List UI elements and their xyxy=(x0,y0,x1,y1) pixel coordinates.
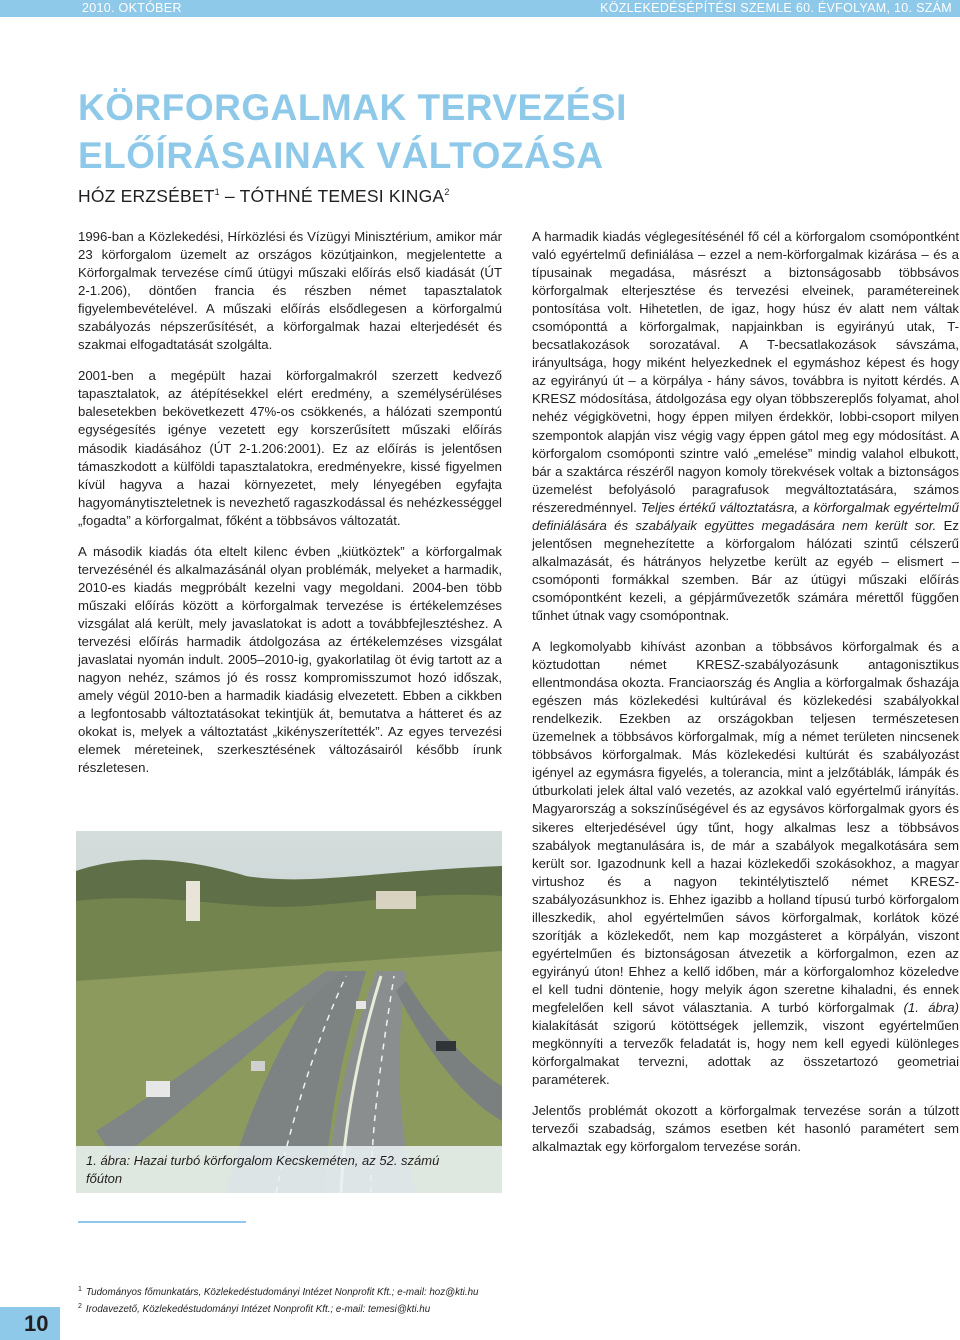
footnote-divider xyxy=(78,1221,246,1223)
header-bar xyxy=(0,0,960,17)
footnote-1 xyxy=(78,1283,478,1300)
right-column xyxy=(532,228,959,1169)
page-number: 10 xyxy=(24,1311,49,1336)
figure-photo xyxy=(76,831,502,1193)
turbo-roundabout-photo xyxy=(76,831,502,1193)
left-column xyxy=(78,228,502,790)
footnote-mark: 2 xyxy=(78,1302,82,1310)
figure-caption xyxy=(76,1146,502,1193)
emphasized-text: Teljes értékű változtatásra, a körforgalmak egyértelmű definiálására és szabályaik együttes megadására nem került sor. xyxy=(532,499,959,533)
title-line-2: ELŐÍRÁSAINAK VÁLTOZÁSA xyxy=(78,135,604,176)
footnote-2 xyxy=(78,1300,478,1317)
paragraph-text: A harmadik kiadás véglegesítésénél fő cél a körforgalom csomópontként való egyértelmű definiálása – ezzel a nem-körforgalmak kizárása – és a típusainak megadása, másrészt a biztonságosabb többsávos körforgalmak elterjesztése és tervezési elveinek, paramétereinek pontosítása volt. Hihetetlen, de igaz, hogy húsz év alatt nem váltak csomóponttá a körforgalmak, napjainkban is egyirányú utak, T-becsatlakozások sorozatával. A T-becsatlakozások sávszáma, irányultsága, hogy miként helyezkednek el egymáshoz képest és hogy az egyirányú út – a körpálya - hány sávos, továbbra is nyitott kérdés. A KRESZ módosítása, átdolgozása egy olyan többszereplős folyamat, ahol nehéz végigkövetni, hogy éppen milyen érdekkör, lobbi-csoport milyen szempontok alapján visz végig vagy éppen gátol meg egy módosítást. A körforgalom csomóponti szintre való „emelése” mindig valahol elbukott, bár a szaktárca részéről nagyon komoly törekvések voltak a biztonságos üzemelést befolyásoló paragrafusok megváltoztatására, számos részeredménnyel. xyxy=(532,229,959,515)
caption-line-1: 1. ábra: Hazai turbó körforgalom Kecskeméten, az 52. számú xyxy=(86,1153,440,1168)
article-title xyxy=(78,84,627,180)
footnote-mark: 1 xyxy=(78,1286,82,1293)
journal-name: KÖZLEKEDÉSÉPÍTÉSI SZEMLE 60. ÉVFOLYAM, 10. SZÁM xyxy=(600,1,952,15)
paragraph: Jelentős problémát okozott a körforgalmak tervezése során a túlzott tervezői szabadság, számos esetben két hasonló paramétert sem alkalmaztak egy körforgalom tervezése során. xyxy=(532,1103,959,1155)
paragraph: 1996-ban a Közlekedési, Hírközlési és Vízügyi Minisztérium, amikor már 23 körforgalom üzemelt az országos közútjainkon, megjelentette a Körforgalmak tervezése című útügyi műszaki előírás első kiadását (ÚT 2-1.206), döntően francia és részben német tapasztalatok figyelembevételével. A műszaki előírás elsődlegesen a körforgalmú szabályozás népszerűsítését, a körforgalmak hazai elterjedését és szakmai elfogadtatását szolgálta. xyxy=(78,229,502,353)
paragraph-text: A legkomolyabb kihívást azonban a többsávos körforgalmak és a köztudottan német KRESZ-szabályozásunk antagonisztikus ellentmondása okozta. Franciaország és Anglia a körforgalmak őshazája egészen más közlekedési kultúrával és közlekedési szabályokkal rendelkezik. Ezekben az országokban teljesen természetesen üzemelnek a többsávos körforgalmak, míg a német területen nincsenek többsávos körforgalmak. Más közlekedési kultúrát és szabályozást igényel az egymásra figyelés, a tolerancia, mint a jelzőtáblák, lámpák és útburkolati jelek által való vezetés, az azokkal való egyértelmű irányítás. Magyarország a sokszínűségével és az egysávos körforgalmak gyors és sikeres elterjedésével úgy tűnt, hogy alkalmas lesz a többsávos szabályok megtanulására is, de már a szabályok megalkotására sem került sor. Igazodnunk kell a hazai közlekedői szokásokhoz, a magyar virtushoz és a nagyon tekintélytisztelő német KRESZ-szabályozásunkhoz is. Ehhez igazibb a holland típusú turbó körforgalom illeszkedik, ahol egyértelműen sávos körforgalmak, korlátok közé szorítják a közlekedőt, nem kap mozgásteret a körpályán, viszont egyértelműen és biztonságosan átvezetik a körforgalmon, ezen az egyirányú úton! Ehhez a kellő időben, már a körforgalomhoz közeledve el kell tudni döntenie, hogy melyik ágon szeretne kihaladni, és ennek megfelelően kell sávot választania. A turbó körforgalmak xyxy=(532,639,959,1015)
paragraph-text: Ez jelentősen megnehezítette a körforgalom hálózati szintű célszerű alkalmazását, és hátrányos helyzetbe került az egyéb – elismert – csomóponti formákkal szemben. Bár az útügyi műszaki előírás csomópontként kezeli, a gépjárművezetők számára mérettől függően tűnhet útnak vagy csomópontnak. xyxy=(532,517,960,623)
footnotes xyxy=(78,1283,478,1316)
author-1-footnote-mark: 1 xyxy=(214,187,220,197)
title-line-1: KÖRFORGALMAK TERVEZÉSI xyxy=(78,87,627,128)
paragraph: 2001-ben a megépült hazai körforgalmakról szerzett kedvező tapasztalatok, az átépítésekkel elért eredmény, a személysérüléses balesetekben bekövetkezett 47%-os csökkenés, a hálózati szempontú egységesítés igénye vezetett egy korszerűsített műszaki előírás második kiadásához (ÚT 2-1.206:2001). Ez az előírás is jelentősen támaszkodott a külföldi tapasztalatokra, eredményekre, kissé figyelmen kívül hagyva a hazai környezetet, mely lényegében egyfajta hagyománytiszteletnek is nevezhető ragaszkodással és nehézkességgel „fogadta” a körforgalmat, főként a többsávos változatát. xyxy=(78,368,502,528)
caption-line-2: főúton xyxy=(86,1171,123,1186)
author-2-footnote-mark: 2 xyxy=(444,187,450,197)
author-1: HÓZ ERZSÉBET xyxy=(78,186,215,206)
author-separator: – xyxy=(219,186,240,206)
issue-date: 2010. OKTÓBER xyxy=(82,1,182,15)
paragraph xyxy=(532,638,959,1089)
paragraph-text: kialakítását szigorú kötöttségek jellemzik, viszont egyértelműen megkönnyíti a tervezők feladatát is, hogy nem kell egyedi különleges körforgalmakat tervezni, adottak az összetartozó geometriai paraméterek. xyxy=(532,1018,959,1088)
author-2: TÓTHNÉ TEMESI KINGA xyxy=(239,186,445,206)
paragraph: A második kiadás óta eltelt kilenc évben „kiütköztek” a körforgalmak tervezésénél és alkalmazásánál olyan problémák, melyeket a harmadik, 2010-es kiadás megpróbált kezelni vagy megoldani. 2004-ben több műszaki előírás között a körforgalmak tervezése is értékelemzéses vizsgálat alá került, mely javaslatokat is adott a továbbfejlesztéshez. A tervezési előírás harmadik átdolgozása az értékelemzéses vizsgálat javaslatai nyomán indult. 2005–2010-ig, gyakorlatilag öt évig tartott az a nagyon nehéz, számos jó és rossz kompromisszumot hozó időszak, amely végül 2010-ben a harmadik kiadásig elvezetett. Ebben a cikkben a legfontosabb változtatásokat tekintjük át, bemutatva a hátteret és az okokat is, melyek a változtatást „kikényszerítették”. Az egyes tervezési elemek méreteinek, szerkesztésének változásairól később írunk részletesen. xyxy=(78,543,502,776)
footnote-text: Irodavezető, Közlekedéstudományi Intézet Nonprofit Kft.; e-mail: temesi@kti.hu xyxy=(85,1303,431,1315)
figure-reference: (1. ábra) xyxy=(903,999,960,1015)
footnote-text: Tudományos főmunkatárs, Közlekedéstudományi Intézet Nonprofit Kft.; e-mail: hoz@kti.hu xyxy=(85,1287,479,1298)
author-line xyxy=(78,186,450,207)
paragraph xyxy=(532,228,959,625)
